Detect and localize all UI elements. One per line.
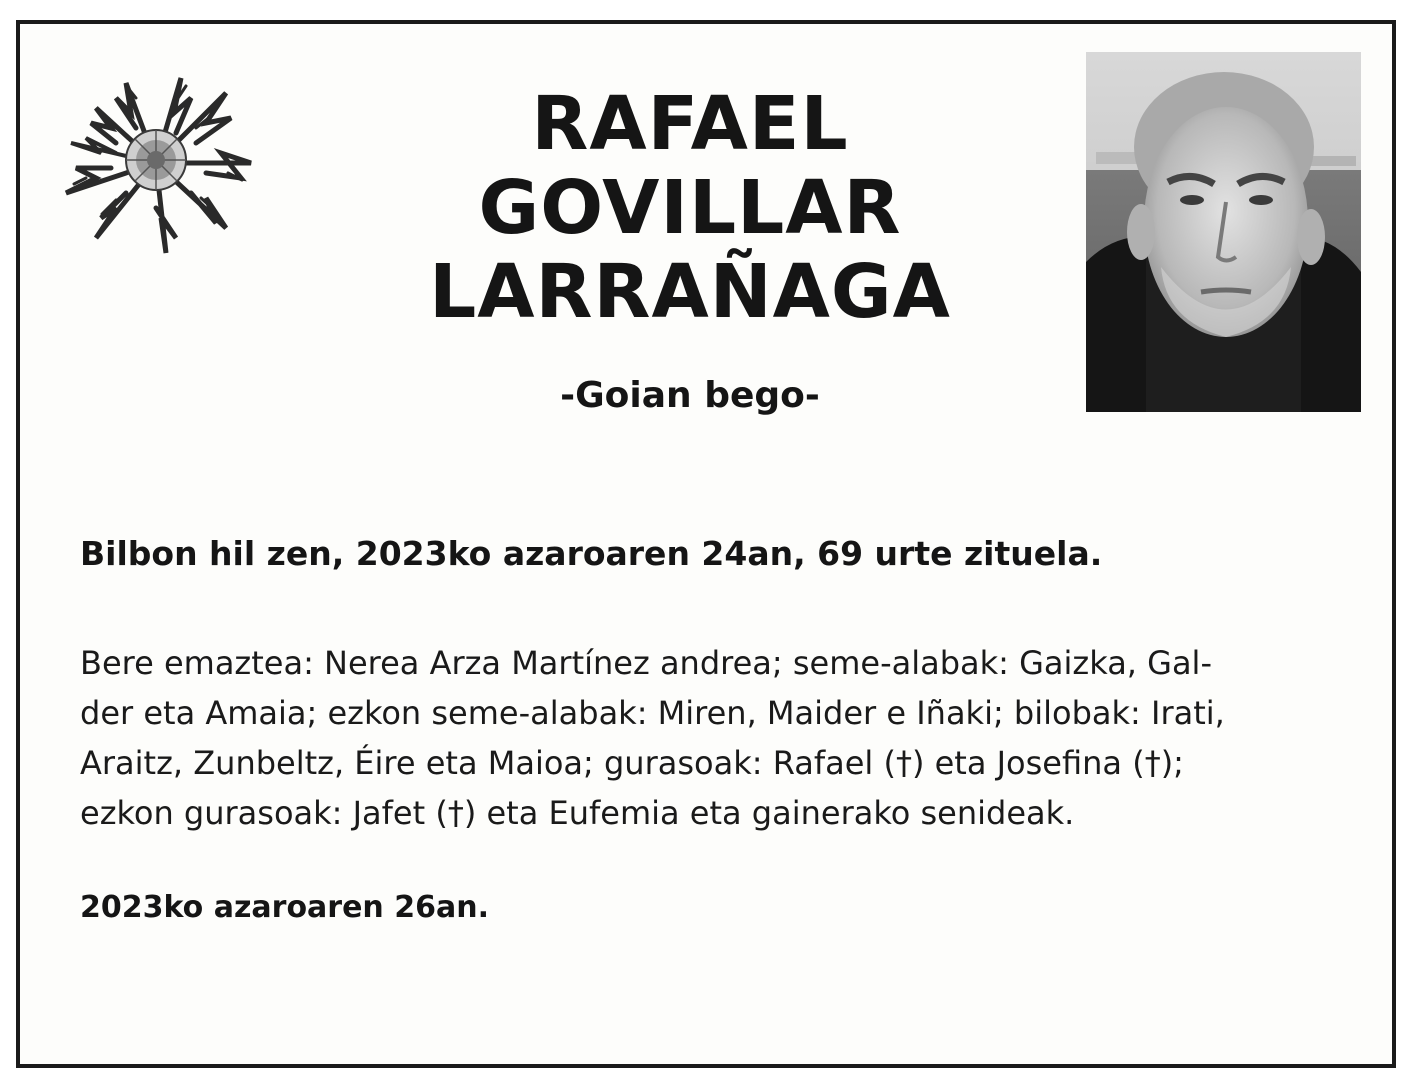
thistle-flower-icon [56, 68, 256, 258]
family-line: Bere emaztea: Nerea Arza Martínez andrea; seme-alabak: Gaizka, Gal- [80, 644, 1212, 682]
rip-text: -Goian bego- [560, 375, 820, 416]
death-announcement: Bilbon hil zen, 2023ko azaroaren 24an, 69 urte zituela. [80, 534, 1103, 573]
name-first: RAFAEL [531, 81, 849, 167]
portrait-photo [1086, 52, 1361, 412]
family-line: der eta Amaia; ezkon seme-alabak: Miren, Maider e Iñaki; bilobak: Irati, [80, 694, 1225, 732]
name-surname-2: LARRAÑAGA [429, 249, 951, 335]
family-line: Araitz, Zunbeltz, Éire eta Maioa; gurasoak: Rafael (†) eta Josefina (†); [80, 744, 1184, 782]
name-surname-1: GOVILLAR [478, 165, 902, 251]
family-list [80, 638, 1340, 838]
obituary-card [16, 20, 1396, 1068]
publication-date: 2023ko azaroaren 26an. [80, 890, 489, 925]
deceased-name [300, 82, 1080, 334]
family-line: ezkon gurasoak: Jafet (†) eta Eufemia eta gainerako senideak. [80, 794, 1075, 832]
